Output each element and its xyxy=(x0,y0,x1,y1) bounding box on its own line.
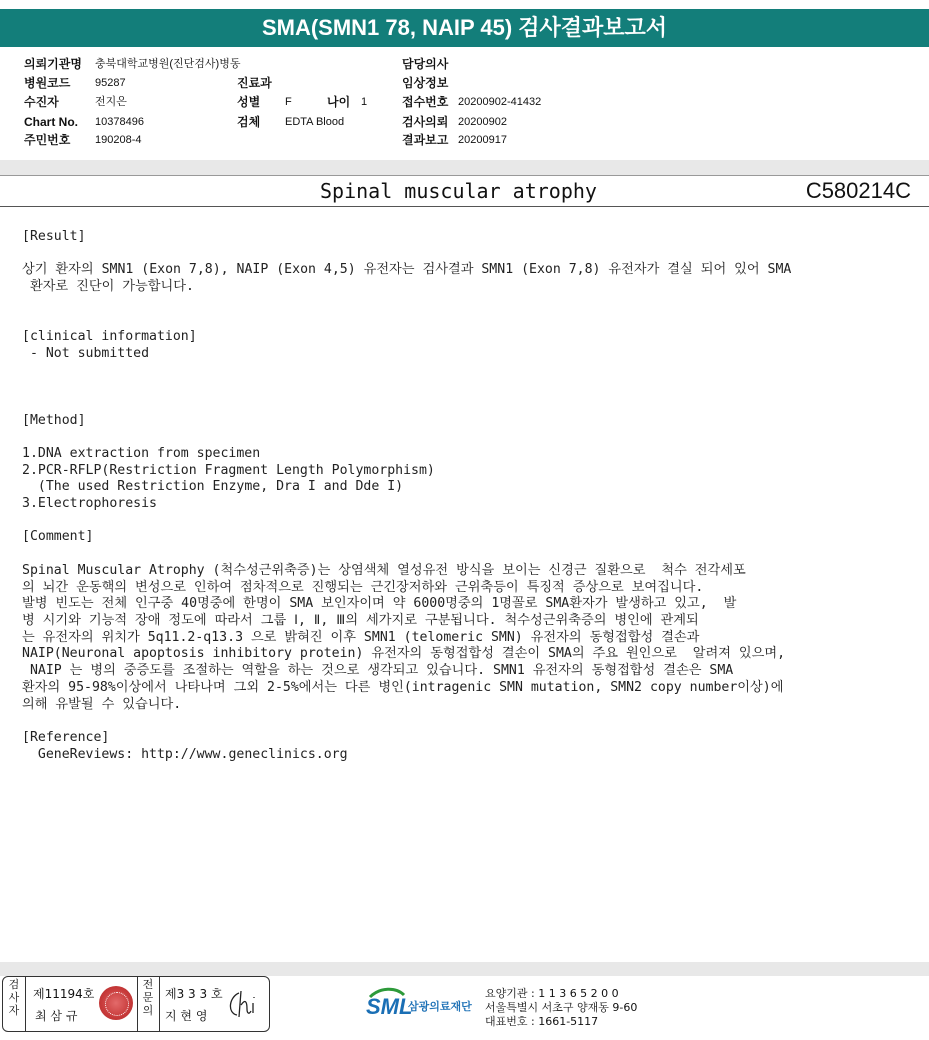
header-row-1 xyxy=(0,55,929,73)
patient-value: 전지은 xyxy=(95,96,127,108)
reference-heading: [Reference] xyxy=(22,729,110,745)
sml-logo-text: SML xyxy=(366,994,413,1019)
method-item: 3.Electrophoresis xyxy=(22,496,157,512)
request-value: 20200902 xyxy=(458,116,507,128)
header-row-3 xyxy=(0,93,929,111)
specimen-label: 검체 xyxy=(237,115,261,129)
sex-value: F xyxy=(285,96,292,108)
patient-label: 수진자 xyxy=(24,95,59,109)
report-value: 20200917 xyxy=(458,134,507,146)
header-divider-band xyxy=(0,160,929,175)
age-value: 1 xyxy=(361,96,368,108)
method-item: 1.DNA extraction from specimen xyxy=(22,445,261,461)
clinical-text: - Not submitted xyxy=(22,345,150,361)
doctor-label: 담당의사 xyxy=(402,57,449,71)
receipt-value: 20200902-41432 xyxy=(458,96,542,108)
clinical-heading: [clinical information] xyxy=(22,329,197,345)
method-heading: [Method] xyxy=(22,412,86,428)
examiner-license: 제11194호 xyxy=(33,987,95,1001)
sex-label: 성별 xyxy=(237,95,261,109)
specimen-value: EDTA Blood xyxy=(285,116,345,128)
specialist-name: 지 현 영 xyxy=(165,1009,208,1023)
department-label: 진료과 xyxy=(237,76,272,90)
hospital-code-label: 병원코드 xyxy=(24,76,71,90)
reference-text: GeneReviews: http://www.geneclinics.org xyxy=(22,746,348,762)
result-text: 상기 환자의 SMN1 (Exon 7,8), NAIP (Exon 4,5) 유전자는 검사결과 SMN1 (Exon 7,8) 유전자가 결실 되어 있어 SMA 환자로 진단이 가능합니다. xyxy=(22,262,792,295)
institution-value: 충북대학교병원(진단검사)병동 xyxy=(95,58,241,70)
report-label: 결과보고 xyxy=(402,133,449,147)
test-name: Spinal muscular atrophy xyxy=(320,179,597,203)
header-row-2 xyxy=(0,74,929,92)
signature-box xyxy=(2,976,270,1032)
clinical-label: 임상정보 xyxy=(402,76,449,90)
chart-value: 10378496 xyxy=(95,116,144,128)
institution-label: 의뢰기관명 xyxy=(24,57,82,71)
report-title: SMA(SMN1 78, NAIP 45) 검사결과보고서 xyxy=(0,9,929,47)
patient-header xyxy=(0,55,929,155)
institution-code: 요양기관 : 1 1 3 6 5 2 0 0 xyxy=(485,987,619,1000)
test-code: C580214C xyxy=(805,178,911,203)
hospital-code-value: 95287 xyxy=(95,77,126,89)
footer-divider-band xyxy=(0,962,929,976)
examiner-seal-stamp xyxy=(99,986,133,1020)
examiner-name: 최 삼 규 xyxy=(35,1009,78,1023)
specialist-vertical-label: 전문의 xyxy=(142,979,154,1017)
phone-number: 대표번호 : 1661-5117 xyxy=(485,1015,599,1028)
receipt-label: 접수번호 xyxy=(402,95,449,109)
chart-label: Chart No. xyxy=(24,115,78,129)
examiner-vertical-label: 검사자 xyxy=(8,979,20,1017)
rrn-label: 주민번호 xyxy=(24,133,71,147)
result-heading: [Result] xyxy=(22,229,86,244)
request-label: 검사의뢰 xyxy=(402,115,449,129)
header-row-4 xyxy=(0,113,929,131)
age-label: 나이 xyxy=(327,95,351,109)
specialist-signature xyxy=(225,987,265,1021)
rrn-value: 190208-4 xyxy=(95,134,142,146)
comment-text: Spinal Muscular Atrophy (척수성근위축증)는 상염색체 열성유전 방식을 보이는 신경근 질환으로 척수 전각세포 의 뇌간 운동핵의 변성으로 인하여 점차적으로 진행되는 근긴장저하와 근위축등이 특징적 증상으로 보여집니다. 발병 빈도는 전체 인구중 40명중에 한명이 SMA 보인자이며 약 6000명중의 1명꼴로 SMA환자가 발생하고 있고, 발 병 시기와 기능적 장애 정도에 따라서 그룹 Ⅰ, Ⅱ, Ⅲ의 세가지로 구분됩니다. 척수성근위축증의 병인에 관계되 는 유전자의 위치가 5q11.2-q13.3 으로 밝혀진 이후 SMN1 (telomeric SMN) 유전자의 동형접합성 결손과 NAIP(Neuronal apoptosis inhibitory protein) 유전자의 동형접합성 결손이 SMA의 주요 원인으로 알려져 있으며, NAIP 는 병의 중증도를 조절하는 역할을 하는 것으로 생각되고 있습니다. SMN1 유전자의 동형접합성 결손은 SMA 환자의 95-98%이상에서 나타나며 그외 2-5%에서는 다른 병인(intragenic SMN mutation, SMN2 copy number이상)에 의해 유발될 수 있습니다. xyxy=(22,562,786,712)
test-title-row xyxy=(0,175,929,207)
report-body xyxy=(22,229,917,763)
organization-name: 삼광의료재단 xyxy=(408,1000,472,1013)
method-item: 2.PCR-RFLP(Restriction Fragment Length Polymorphism) xyxy=(22,462,435,478)
specialist-license: 제3 3 3 호 xyxy=(165,987,223,1001)
address: 서울특별시 서초구 양재동 9-60 xyxy=(485,1001,638,1014)
header-row-5 xyxy=(0,131,929,149)
method-item: (The used Restriction Enzyme, Dra I and Dde I) xyxy=(22,479,404,495)
comment-heading: [Comment] xyxy=(22,529,94,545)
